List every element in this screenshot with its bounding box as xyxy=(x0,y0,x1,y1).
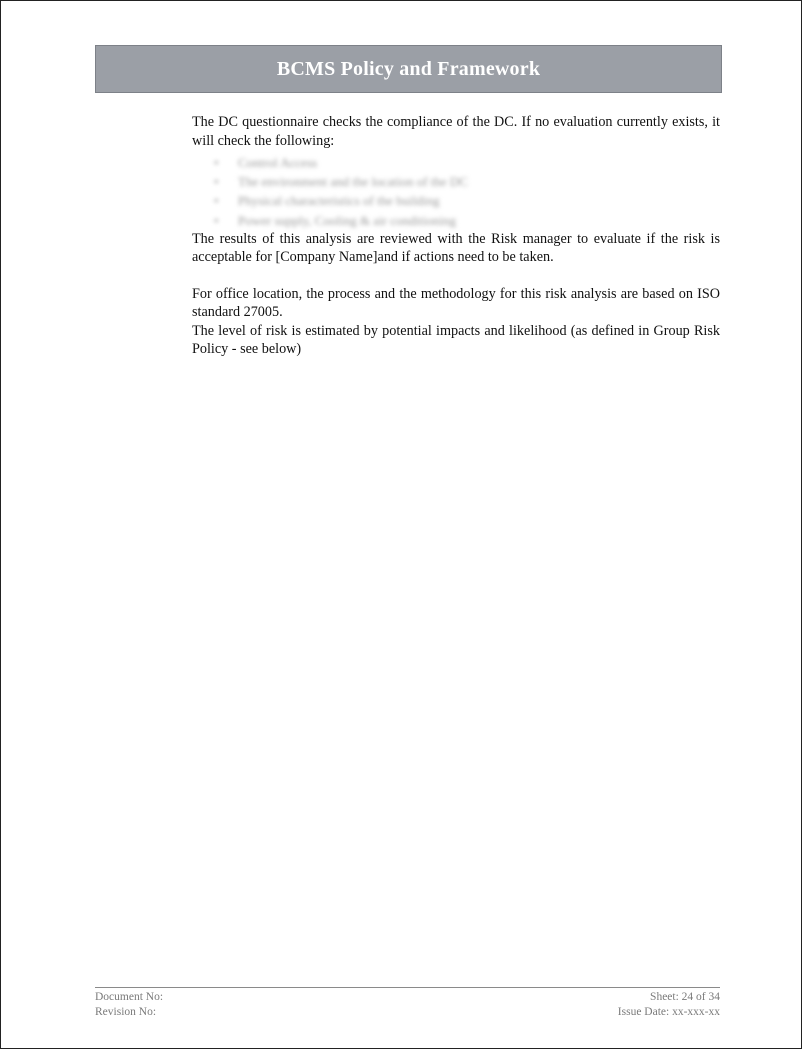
list-item xyxy=(192,191,720,210)
list-item-text: Physical characteristics of the building xyxy=(238,193,440,209)
office-location-paragraph: For office location, the process and the methodology for this risk analysis are based on ISO standard 27005. xyxy=(192,285,720,321)
bullet-icon: • xyxy=(214,193,219,209)
list-item xyxy=(192,153,720,172)
issue-date: Issue Date: xx-xxx-xx xyxy=(617,1005,720,1018)
document-body xyxy=(192,113,720,359)
document-no-label: Document No: xyxy=(95,991,164,1003)
revision-no-label: Revision No: xyxy=(95,1005,157,1018)
intro-paragraph: The DC questionnaire checks the compliance of the DC. If no evaluation currently exists, it will check the following: xyxy=(192,114,720,149)
footer-row-2 xyxy=(95,1005,720,1020)
list-item-text: Power supply, Cooling & air conditioning xyxy=(238,212,456,228)
sheet-number: Sheet: 24 of 34 xyxy=(650,991,720,1003)
risk-level-paragraph: The level of risk is estimated by potential impacts and likelihood (as defined in Group Risk Policy - see below) xyxy=(192,322,720,358)
bullet-icon: • xyxy=(214,155,219,170)
list-item-text: The environment and the location of the DC xyxy=(238,174,468,190)
list-item xyxy=(192,211,720,230)
section-title: BCMS Policy and Framework xyxy=(276,57,541,80)
results-paragraph: The results of this analysis are reviewed with the Risk manager to evaluate if the risk is acceptable for [Company Name]and if actions need to be taken. xyxy=(192,230,720,266)
footer-row-1 xyxy=(95,990,720,1005)
paragraph-spacer xyxy=(192,267,720,285)
list-item xyxy=(192,172,720,191)
page-footer xyxy=(95,990,720,1019)
list-item-text: Control Access xyxy=(238,155,318,170)
blurred-bullet-list xyxy=(192,153,720,230)
section-header-banner xyxy=(95,45,722,93)
footer-divider xyxy=(95,987,720,988)
bullet-icon: • xyxy=(214,212,219,228)
bullet-icon: • xyxy=(214,174,219,190)
